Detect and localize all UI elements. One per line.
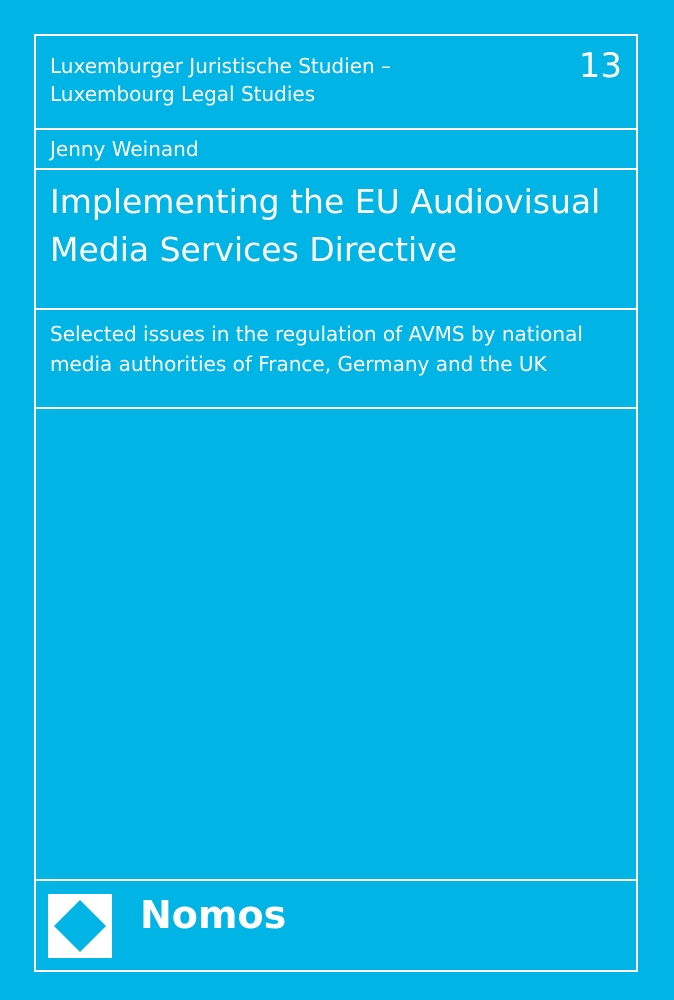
book-title [50, 178, 630, 274]
series-title [50, 52, 550, 108]
book-subtitle [50, 319, 630, 379]
author-name: Jenny Weinand [50, 137, 199, 161]
book-subtitle-line-2: media authorities of France, Germany and the UK [50, 352, 547, 376]
book-title-line-1: Implementing the EU Audiovisual [50, 182, 601, 221]
series-title-line-1: Luxemburger Juristische Studien – [50, 54, 392, 78]
series-title-line-2: Luxembourg Legal Studies [50, 82, 316, 106]
book-subtitle-line-1: Selected issues in the regulation of AVMS by national [50, 322, 583, 346]
divider-subtitle [36, 407, 636, 409]
divider-publisher [36, 879, 636, 881]
cover-frame [34, 34, 638, 972]
publisher-name: Nomos [140, 893, 287, 937]
nomos-diamond-icon [48, 894, 112, 958]
divider-author [36, 168, 636, 170]
volume-number: 13 [578, 46, 622, 86]
divider-series [36, 128, 636, 130]
divider-title [36, 308, 636, 310]
book-title-line-2: Media Services Directive [50, 230, 458, 269]
